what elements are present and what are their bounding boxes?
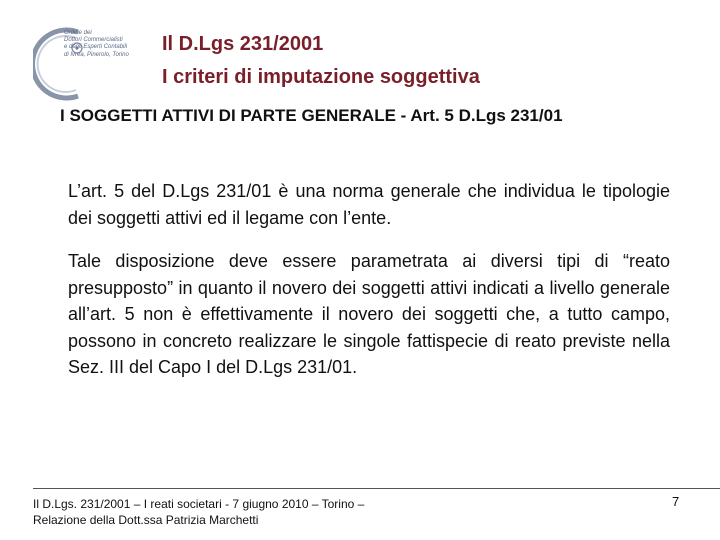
slide-title: Il D.Lgs 231/2001 — [162, 33, 324, 55]
logo-text-line: di Ivrea, Pinerolo, Torino — [64, 51, 129, 58]
logo-text-line: e degli Esperti Contabili — [64, 44, 128, 51]
footer-text — [33, 496, 364, 528]
body-paragraph: Tale disposizione deve essere parametrata ai diversi tipi di “reato presupposto” in quanto il novero dei soggetti attivi indicati a livello generale all’art. 5 non è effettivamente il novero dei soggetti che, a tutto campo, possono in concreto realizzare le singole fattispecie di reato previste nella Sez. III del Capo I del D.Lgs 231/01. — [68, 251, 670, 377]
logo-text-line: Ordine dei — [64, 30, 92, 36]
body-paragraph: L’art. 5 del D.Lgs 231/01 è una norma generale che individua le tipologie dei soggetti attivi ed il legame con l’ente. — [68, 181, 670, 228]
footer-line: Il D.Lgs. 231/2001 – I reati societari - 7 giugno 2010 – Torino – — [33, 497, 365, 511]
footer-line: Relazione della Dott.ssa Patrizia Marchetti — [33, 513, 259, 527]
footer-divider — [33, 488, 720, 489]
section-heading: I SOGGETTI ATTIVI DI PARTE GENERALE - Art. 5 D.Lgs 231/01 — [60, 106, 563, 125]
page-number: 7 — [672, 494, 680, 509]
slide-subtitle: I criteri di imputazione soggettiva — [162, 66, 480, 88]
logo-text-line: Dottori Commercialisti — [64, 37, 123, 44]
logo-text — [64, 30, 129, 59]
